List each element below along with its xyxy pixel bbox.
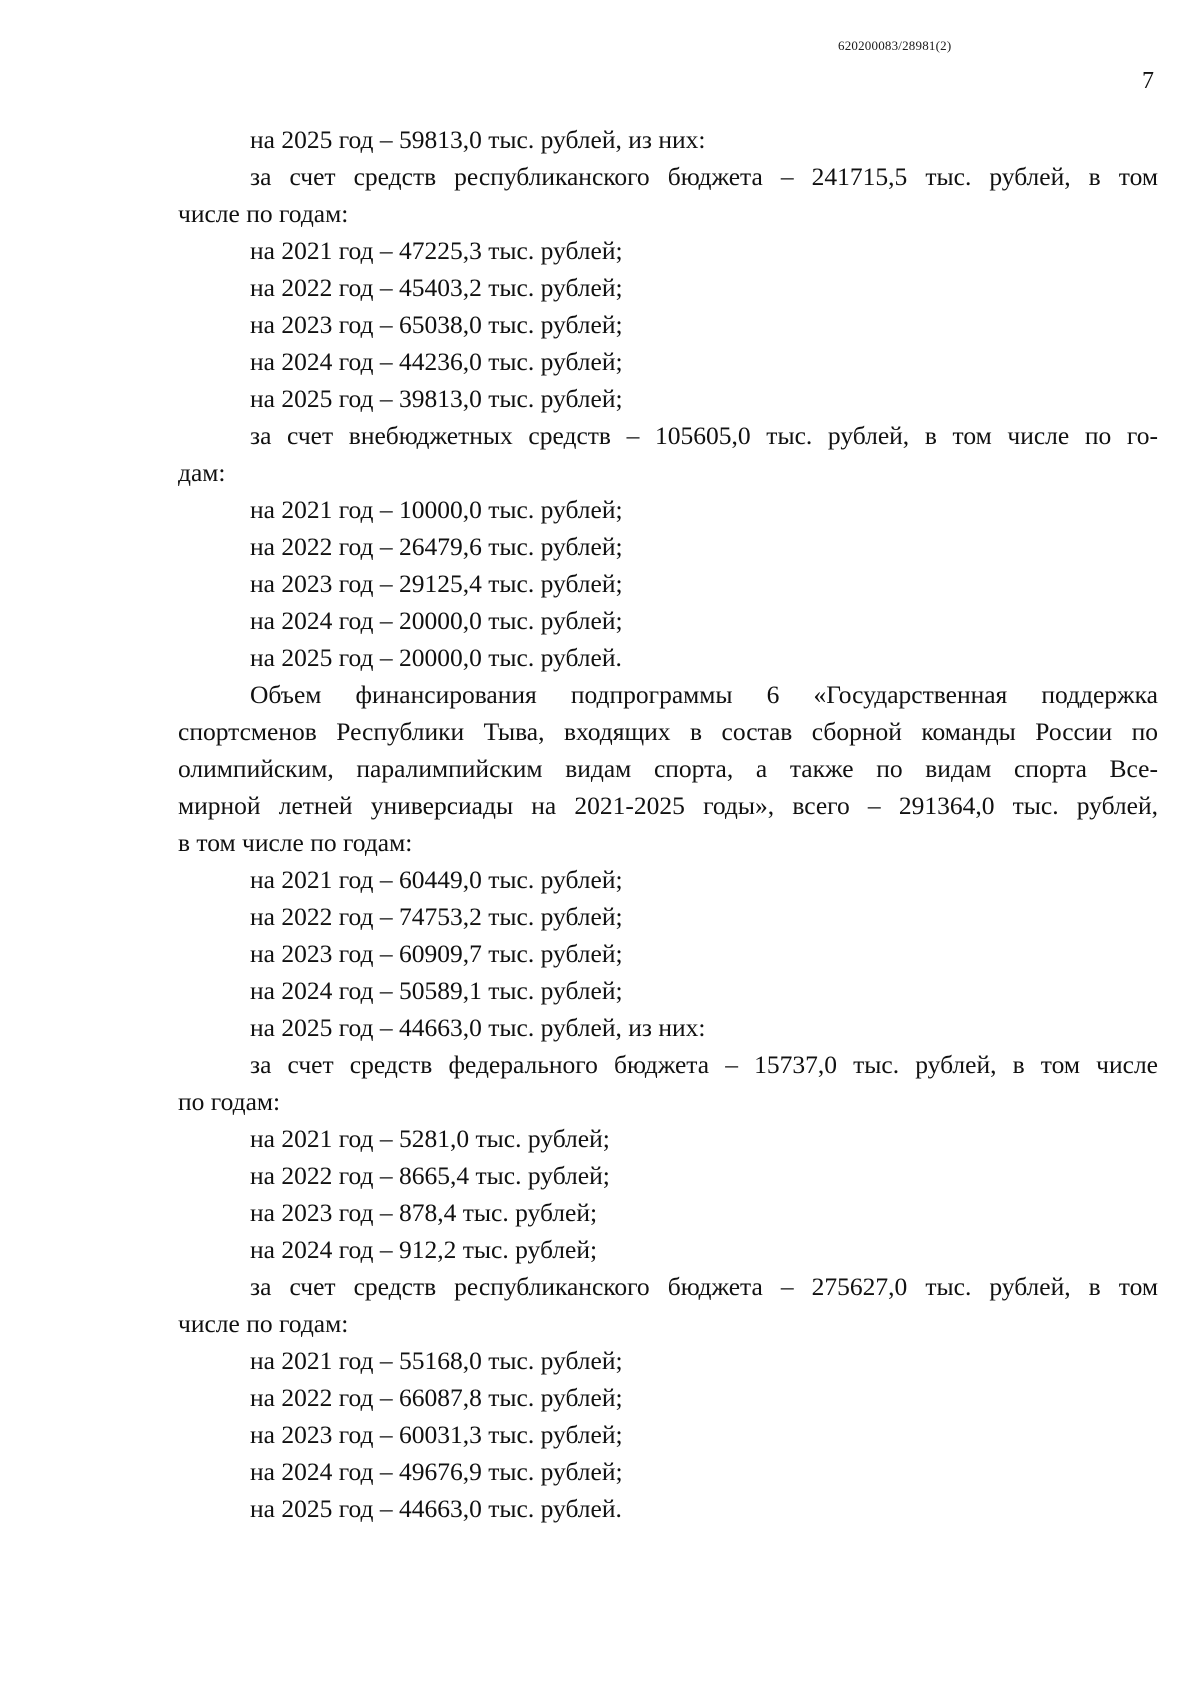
text-line: на 2021 год – 60449,0 тыс. рублей; xyxy=(250,865,623,894)
text-line: на 2024 год – 912,2 тыс. рублей; xyxy=(250,1235,598,1264)
document-id: 620200083/28981(2) xyxy=(838,38,952,53)
text-line: на 2021 год – 47225,3 тыс. рублей; xyxy=(250,236,623,265)
text-line: дам: xyxy=(178,458,226,487)
text-line: олимпийским, паралимпийским видам спорта, а также по видам спорта Все- xyxy=(178,754,1158,783)
text-line: на 2022 год – 74753,2 тыс. рублей; xyxy=(250,902,623,931)
text-line: на 2025 год – 59813,0 тыс. рублей, из них: xyxy=(250,125,706,154)
text-line: за счет средств федерального бюджета – 15737,0 тыс. рублей, в том числе xyxy=(250,1050,1158,1079)
text-line: на 2021 год – 5281,0 тыс. рублей; xyxy=(250,1124,610,1153)
text-line: на 2023 год – 60031,3 тыс. рублей; xyxy=(250,1420,623,1449)
text-line: за счет средств республиканского бюджета – 275627,0 тыс. рублей, в том xyxy=(250,1272,1158,1301)
text-line: на 2023 год – 65038,0 тыс. рублей; xyxy=(250,310,623,339)
text-line: числе по годам: xyxy=(178,1309,349,1338)
text-line: на 2024 год – 44236,0 тыс. рублей; xyxy=(250,347,623,376)
text-line: спортсменов Республики Тыва, входящих в состав сборной команды России по xyxy=(178,717,1158,746)
text-line: за счет средств республиканского бюджета – 241715,5 тыс. рублей, в том xyxy=(250,162,1158,191)
text-line: в том числе по годам: xyxy=(178,828,413,857)
text-line: по годам: xyxy=(178,1087,281,1116)
text-line: на 2025 год – 20000,0 тыс. рублей. xyxy=(250,643,622,672)
text-line: Объем финансирования подпрограммы 6 «Государственная поддержка xyxy=(250,680,1158,709)
text-line: на 2024 год – 50589,1 тыс. рублей; xyxy=(250,976,623,1005)
body-text xyxy=(178,121,1158,1527)
text-line: на 2023 год – 878,4 тыс. рублей; xyxy=(250,1198,598,1227)
text-line: на 2022 год – 45403,2 тыс. рублей; xyxy=(250,273,623,302)
text-line: на 2022 год – 66087,8 тыс. рублей; xyxy=(250,1383,623,1412)
page-number: 7 xyxy=(1142,68,1154,94)
text-line: на 2025 год – 39813,0 тыс. рублей; xyxy=(250,384,623,413)
text-line: на 2022 год – 8665,4 тыс. рублей; xyxy=(250,1161,610,1190)
text-line: на 2024 год – 49676,9 тыс. рублей; xyxy=(250,1457,623,1486)
text-line: на 2022 год – 26479,6 тыс. рублей; xyxy=(250,532,623,561)
text-line: на 2023 год – 60909,7 тыс. рублей; xyxy=(250,939,623,968)
text-line: числе по годам: xyxy=(178,199,349,228)
text-line: на 2021 год – 10000,0 тыс. рублей; xyxy=(250,495,623,524)
text-line: на 2025 год – 44663,0 тыс. рублей, из них: xyxy=(250,1013,706,1042)
text-line: на 2025 год – 44663,0 тыс. рублей. xyxy=(250,1494,622,1523)
text-line: на 2021 год – 55168,0 тыс. рублей; xyxy=(250,1346,623,1375)
text-line: мирной летней универсиады на 2021-2025 годы», всего – 291364,0 тыс. рублей, xyxy=(178,791,1158,820)
text-line: на 2024 год – 20000,0 тыс. рублей; xyxy=(250,606,623,635)
text-line: на 2023 год – 29125,4 тыс. рублей; xyxy=(250,569,623,598)
text-line: за счет внебюджетных средств – 105605,0 тыс. рублей, в том числе по го- xyxy=(250,421,1158,450)
